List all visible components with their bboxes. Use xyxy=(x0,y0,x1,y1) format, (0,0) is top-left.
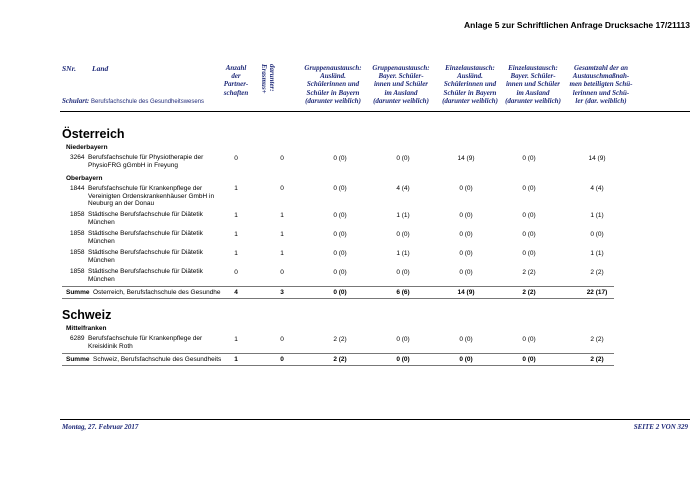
school-name xyxy=(88,185,218,208)
footer-rule xyxy=(60,419,690,420)
value-erasmus: 0 xyxy=(280,336,284,343)
value-v5: 4 (4) xyxy=(590,185,604,192)
school-name-line: Neuburg an der Donau xyxy=(88,200,155,208)
value-v1: 0 (0) xyxy=(333,250,347,257)
summe-text: Österreich, Berufsfachschule des Gesundhe xyxy=(93,289,221,296)
summe-v2: 6 (6) xyxy=(396,289,410,296)
col-header-line: Gesamtzahl der an xyxy=(573,64,629,72)
value-v4: 0 (0) xyxy=(522,250,536,257)
col-header-c4 xyxy=(500,64,566,105)
school-number: 1844 xyxy=(70,185,85,192)
summe-bottom-rule xyxy=(62,365,614,366)
value-v3: 0 (0) xyxy=(459,231,473,238)
summe-text: Schweiz, Berufsfachschule des Gesundheits xyxy=(93,356,222,363)
col-header-line: schaften xyxy=(223,88,249,97)
value-v3: 0 (0) xyxy=(459,185,473,192)
school-name-line: Städtische Berufsfachschule für Diätetik xyxy=(88,211,203,218)
summe-v2: 0 (0) xyxy=(396,356,410,363)
value-v5: 0 (0) xyxy=(590,231,604,238)
value-v1: 0 (0) xyxy=(333,269,347,276)
value-v3: 14 (9) xyxy=(457,155,475,162)
value-v5: 2 (2) xyxy=(590,336,604,343)
col-header-line: lerinnen und Schü- xyxy=(572,88,630,97)
col-header-line: im Ausland xyxy=(516,88,550,97)
value-v2: 4 (4) xyxy=(396,185,410,192)
col-header-line: Schülerinnen und xyxy=(306,80,360,89)
value-erasmus: 1 xyxy=(280,212,284,219)
value-v1: 0 (0) xyxy=(333,185,347,192)
col-header-line: Anzahl xyxy=(225,64,247,72)
summe-v4: 0 (0) xyxy=(522,356,536,363)
value-v1: 0 (0) xyxy=(333,155,347,162)
col-header-line: Ausländ. xyxy=(320,72,346,81)
summe-anzahl: 1 xyxy=(234,356,238,363)
col-header-line: Bayer. Schüler- xyxy=(378,72,424,81)
col-header-line: (darunter weiblich) xyxy=(373,96,429,105)
col-header-line: Partner- xyxy=(223,80,249,89)
col-header-snr: SNr. xyxy=(62,64,76,73)
col-header-line: innen und Schüler xyxy=(373,80,429,89)
col-header-c3 xyxy=(437,64,503,105)
region-heading: Niederbayern xyxy=(66,144,108,151)
summe-erasmus: 3 xyxy=(280,289,284,296)
col-header-line: Einzelaustausch: xyxy=(445,64,495,72)
value-v2: 1 (1) xyxy=(396,212,410,219)
header-rule xyxy=(60,111,690,112)
school-name-line: Berufsfachschule für Krankenpflege der xyxy=(88,335,203,342)
page-header: Anlage 5 zur Schriftlichen Anfrage Drucksache 17/21113 xyxy=(464,20,690,30)
value-anzahl: 0 xyxy=(234,269,238,276)
value-v2: 0 (0) xyxy=(396,231,410,238)
value-v3: 0 (0) xyxy=(459,250,473,257)
school-name xyxy=(88,268,218,283)
value-v1: 2 (2) xyxy=(333,336,347,343)
col-header-line: Schüler in Bayern xyxy=(306,88,360,97)
summe-label: Summe xyxy=(66,356,90,363)
value-anzahl: 1 xyxy=(234,231,238,238)
col-header-c2 xyxy=(368,64,434,105)
school-number: 6289 xyxy=(70,335,85,342)
value-anzahl: 1 xyxy=(234,212,238,219)
school-name xyxy=(88,249,218,264)
col-header-line: Gruppenaustausch: xyxy=(304,64,362,72)
school-name-line: PhysioFRG gGmbH in Freyung xyxy=(88,161,178,169)
school-name xyxy=(88,335,218,350)
col-header-line: im Ausland xyxy=(384,88,418,97)
summe-v3: 14 (9) xyxy=(457,289,475,296)
col-header-line: Gruppenaustausch: xyxy=(372,64,430,72)
value-anzahl: 0 xyxy=(234,155,238,162)
value-v4: 2 (2) xyxy=(522,269,536,276)
summe-v5: 2 (2) xyxy=(590,356,604,363)
value-v4: 0 (0) xyxy=(522,212,536,219)
value-erasmus: 0 xyxy=(280,269,284,276)
schulart-label xyxy=(62,97,204,105)
school-name xyxy=(88,154,218,169)
summe-v1: 0 (0) xyxy=(333,289,347,296)
country-heading: Österreich xyxy=(62,127,125,141)
school-name-line: Kreisklinik Roth xyxy=(88,342,133,350)
value-anzahl: 1 xyxy=(234,250,238,257)
summe-anzahl: 4 xyxy=(234,289,238,296)
school-name-line: München xyxy=(88,237,115,245)
col-header-line: Einzelaustausch: xyxy=(508,64,558,72)
value-v5: 1 (1) xyxy=(590,250,604,257)
school-name-line: Städtische Berufsfachschule für Diätetik xyxy=(88,230,203,237)
value-v3: 0 (0) xyxy=(459,336,473,343)
col-header-erasmus xyxy=(260,64,292,110)
summe-bottom-rule xyxy=(62,298,614,299)
col-header-line: innen und Schüler xyxy=(505,80,561,89)
col-header-line: (darunter weiblich) xyxy=(505,96,561,105)
school-name xyxy=(88,211,218,226)
value-v2: 0 (0) xyxy=(396,269,410,276)
value-v3: 0 (0) xyxy=(459,269,473,276)
summe-top-rule xyxy=(62,286,614,287)
value-v1: 0 (0) xyxy=(333,231,347,238)
value-v2: 1 (1) xyxy=(396,250,410,257)
col-header-line: (darunter weiblich) xyxy=(442,96,498,105)
footer-date: Montag, 27. Februar 2017 xyxy=(62,423,139,431)
value-v5: 2 (2) xyxy=(590,269,604,276)
school-name-line: München xyxy=(88,218,115,226)
col-header-line: (darunter weiblich) xyxy=(305,96,361,105)
col-header-land: Land xyxy=(92,64,109,73)
summe-v5: 22 (17) xyxy=(586,289,608,296)
value-anzahl: 1 xyxy=(234,336,238,343)
value-v4: 0 (0) xyxy=(522,185,536,192)
col-header-line: Bayer. Schüler- xyxy=(510,72,556,81)
value-v1: 0 (0) xyxy=(333,212,347,219)
value-erasmus: 1 xyxy=(280,231,284,238)
col-header-line: men beteiligten Schü- xyxy=(569,80,633,89)
col-header-c5 xyxy=(568,64,634,105)
school-name-line: Berufsfachschule für Krankenpflege der xyxy=(88,185,203,192)
summe-label: Summe xyxy=(66,289,90,296)
schulart-value: Berufsfachschule des Gesundheitswesens xyxy=(90,99,205,105)
region-heading: Oberbayern xyxy=(66,175,103,182)
col-header-line: ler (dar. weiblich) xyxy=(575,96,627,105)
col-header-line: Austauschmaßnah- xyxy=(572,72,630,81)
value-v2: 0 (0) xyxy=(396,336,410,343)
col-header-line: der xyxy=(231,72,241,81)
school-number: 1858 xyxy=(70,230,85,237)
value-erasmus: 0 xyxy=(280,155,284,162)
value-v2: 0 (0) xyxy=(396,155,410,162)
school-name-line: München xyxy=(88,275,115,283)
col-header-erasmus-text xyxy=(260,64,276,94)
school-name-line: Vereinigten Ordenskrankenhäuser GmbH in xyxy=(88,192,215,200)
col-header-anzahl xyxy=(218,64,254,97)
summe-v4: 2 (2) xyxy=(522,289,536,296)
col-header-line: Erasmus+ xyxy=(260,64,268,94)
footer-page: SEITE 2 VON 329 xyxy=(633,423,688,431)
col-header-line: Ausländ. xyxy=(457,72,483,81)
schulart-label-text: Schulart: xyxy=(62,97,90,105)
summe-v3: 0 (0) xyxy=(459,356,473,363)
school-number: 3264 xyxy=(70,154,85,161)
value-erasmus: 1 xyxy=(280,250,284,257)
summe-v1: 2 (2) xyxy=(333,356,347,363)
school-number: 1858 xyxy=(70,249,85,256)
value-v4: 0 (0) xyxy=(522,336,536,343)
summe-erasmus: 0 xyxy=(280,356,284,363)
value-v4: 0 (0) xyxy=(522,231,536,238)
school-number: 1858 xyxy=(70,268,85,275)
col-header-line: darunter: xyxy=(268,64,276,92)
value-v4: 0 (0) xyxy=(522,155,536,162)
value-erasmus: 0 xyxy=(280,185,284,192)
school-number: 1858 xyxy=(70,211,85,218)
value-v3: 0 (0) xyxy=(459,212,473,219)
col-header-line: Schülerinnen und xyxy=(443,80,497,89)
value-v5: 14 (9) xyxy=(588,155,606,162)
region-heading: Mittelfranken xyxy=(66,325,107,332)
school-name-line: Berufsfachschule für Physiotherapie der xyxy=(88,154,204,161)
summe-top-rule xyxy=(62,353,614,354)
school-name xyxy=(88,230,218,245)
col-header-c1 xyxy=(300,64,366,105)
col-header-line: Schüler in Bayern xyxy=(443,88,497,97)
country-heading: Schweiz xyxy=(62,308,112,322)
school-name-line: Städtische Berufsfachschule für Diätetik xyxy=(88,249,203,256)
school-name-line: München xyxy=(88,256,115,264)
school-name-line: Städtische Berufsfachschule für Diätetik xyxy=(88,268,203,275)
value-v5: 1 (1) xyxy=(590,212,604,219)
value-anzahl: 1 xyxy=(234,185,238,192)
